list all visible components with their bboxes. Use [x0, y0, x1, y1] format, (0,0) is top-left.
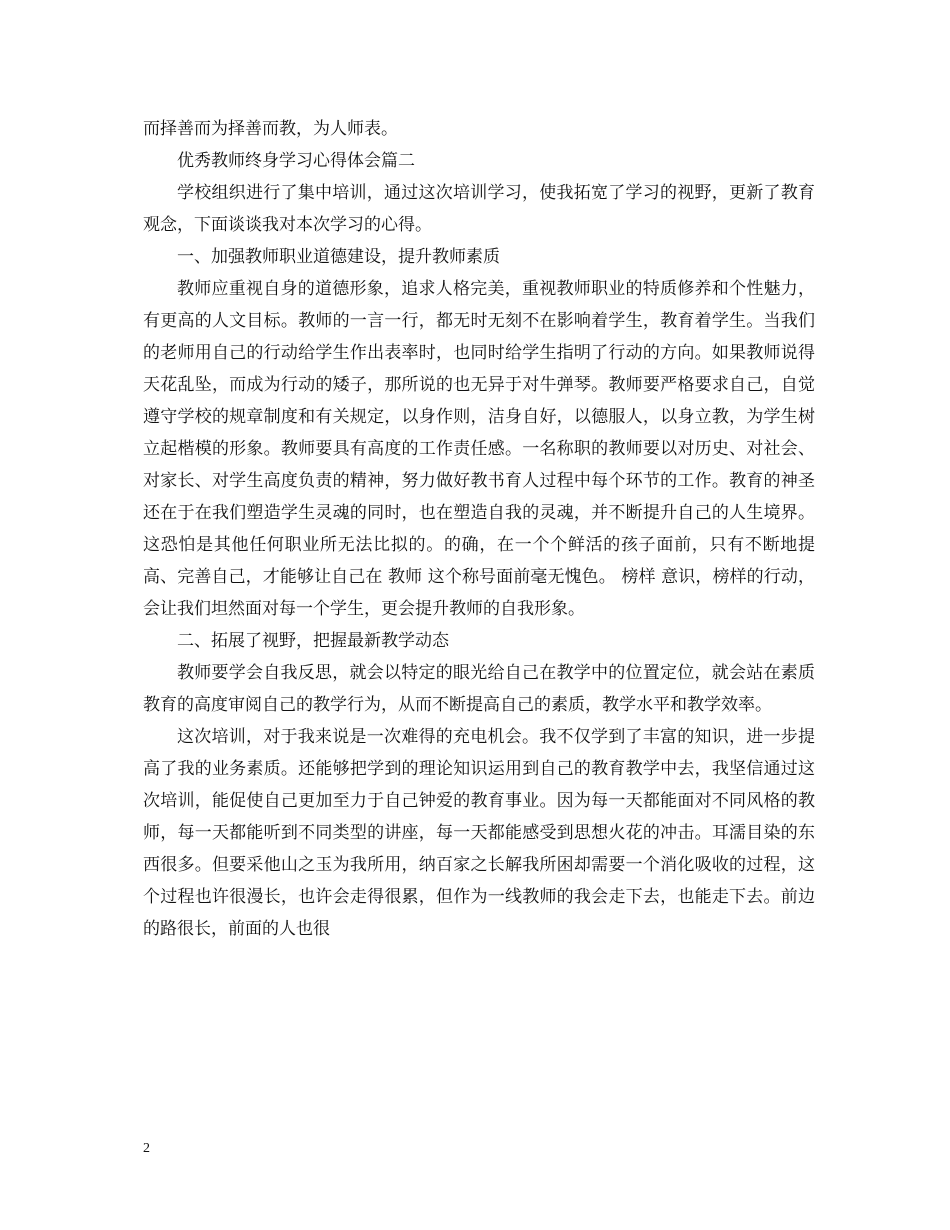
document-body	[143, 113, 815, 945]
heading-point-one: 一、加强教师职业道德建设，提升教师素质	[177, 247, 500, 267]
paragraph-training: 这次培训，对于我来说是一次难得的充电机会。我不仅学到了丰富的知识，进一步提高了我的业务素质。还能够把学到的理论知识运用到自己的教育教学中去，我坚信通过这次培训，能促使自己更加至力于自己钟爱的教育事业。因为每一天都能面对不同风格的教师，每一天都能听到不同类型的讲座，每一天都能感受到思想火花的冲击。耳濡目染的东西很多。但要采他山之玉为我所用，纳百家之长解我所困却需要一个消化吸收的过程，这个过程也许很漫长，也许会走得很累，但作为一线教师的我会走下去，也能走下去。前边的路很长，前面的人也很	[143, 727, 815, 939]
section-title: 优秀教师终身学习心得体会篇二	[177, 151, 415, 171]
page-number: 2	[143, 1141, 150, 1156]
paragraph-reflection: 教师要学会自我反思，就会以特定的眼光给自己在教学中的位置定位，就会站在素质教育的高度审阅自己的教学行为，从而不断提高自己的素质，教学水平和教学效率。	[143, 663, 815, 715]
paragraph-intro: 学校组织进行了集中培训，通过这次培训学习，使我拓宽了学习的视野，更新了教育观念，下面谈谈我对本次学习的心得。	[143, 183, 815, 235]
paragraph-continuation: 而择善而为择善而教，为人师表。	[143, 119, 398, 139]
heading-point-two: 二、拓展了视野，把握最新教学动态	[177, 631, 449, 651]
paragraph-ethics: 教师应重视自身的道德形象，追求人格完美，重视教师职业的特质修养和个性魅力，有更高的人文目标。教师的一言一行，都无时无刻不在影响着学生，教育着学生。当我们的老师用自己的行动给学生作出表率时，也同时给学生指明了行动的方向。如果教师说得天花乱坠，而成为行动的矮子，那所说的也无异于对牛弹琴。教师要严格要求自己，自觉遵守学校的规章制度和有关规定，以身作则，洁身自好，以德服人，以身立教，为学生树立起楷模的形象。教师要具有高度的工作责任感。一名称职的教师要以对历史、对社会、对家长、对学生高度负责的精神，努力做好教书育人过程中每个环节的工作。教育的神圣还在于在我们塑造学生灵魂的同时，也在塑造自我的灵魂，并不断提升自己的人生境界。这恐怕是其他任何职业所无法比拟的。的确，在一个个鲜活的孩子面前，只有不断地提高、完善自己，才能够让自己在 教师 这个称号面前毫无愧色。 榜样 意识，榜样的行动，会让我们坦然面对每一个学生，更会提升教师的自我形象。	[143, 279, 815, 619]
